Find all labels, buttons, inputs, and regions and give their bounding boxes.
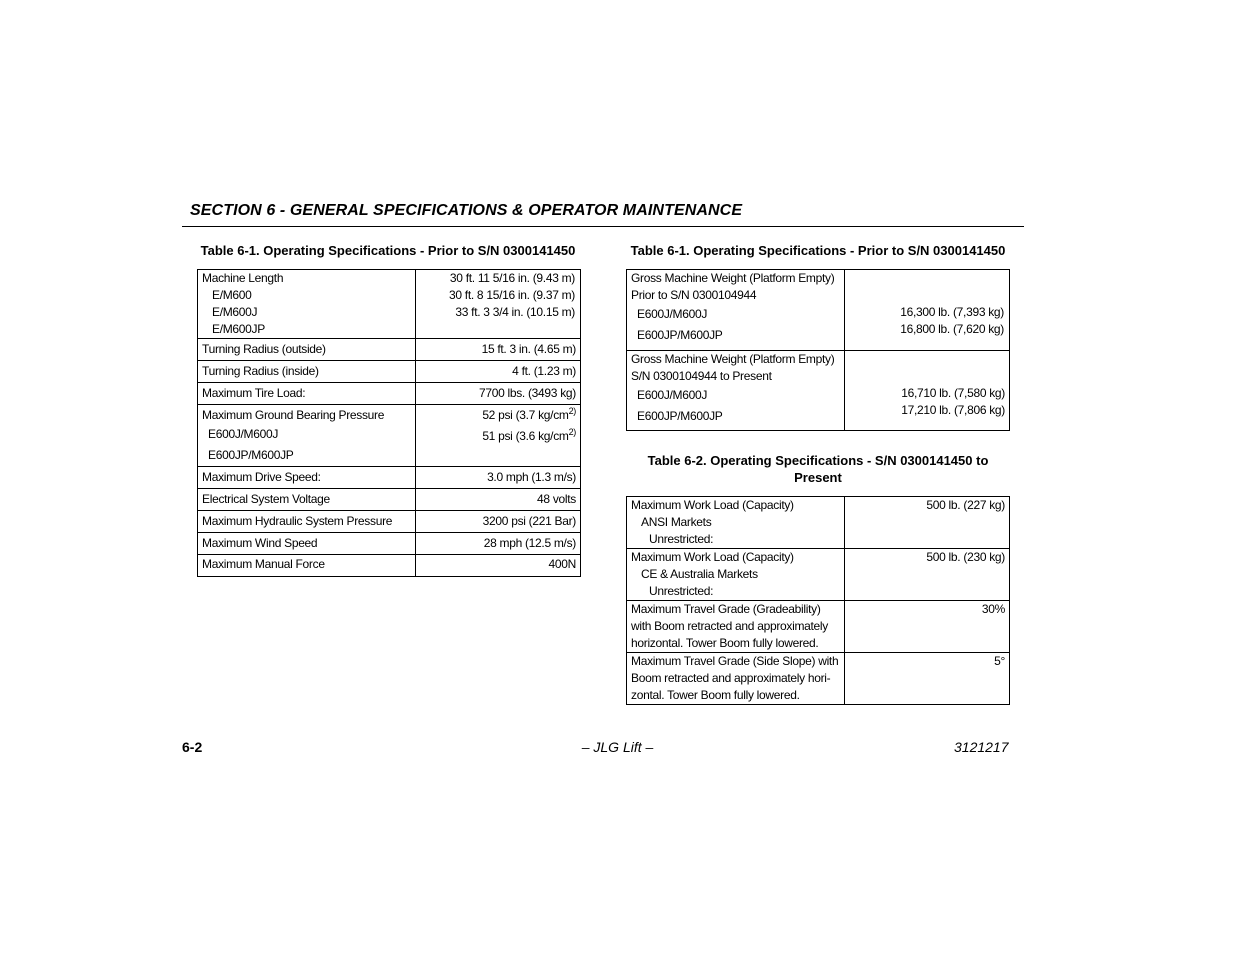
- spec-label: Gross Machine Weight (Platform Empty) Prior to S/N 0300104944 E600J/M600J E600JP/M600JP: [627, 270, 845, 351]
- table1-continued: [626, 269, 1010, 431]
- page-number: 6-2: [182, 739, 203, 755]
- table-row: [627, 653, 1010, 705]
- spec-value: 7700 lbs. (3493 kg): [415, 383, 581, 405]
- table2-caption: Table 6-2. Operating Specifications - S/N 0300141450 to Present: [647, 453, 989, 485]
- table-row: [627, 497, 1010, 549]
- spec-value: 28 mph (12.5 m/s): [415, 533, 581, 555]
- spec-value: 48 volts: [415, 489, 581, 511]
- spec-label: Gross Machine Weight (Platform Empty) S/N 0300104944 to Present E600J/M600J E600JP/M600JP: [627, 351, 845, 431]
- footer-brand: – JLG Lift –: [581, 739, 654, 755]
- table-row: [627, 351, 1010, 431]
- table-row: [198, 555, 581, 577]
- table-row: [198, 511, 581, 533]
- spec-value: 5°: [844, 653, 1010, 705]
- spec-label: Turning Radius (outside): [198, 339, 416, 361]
- spec-label: Maximum Tire Load:: [198, 383, 416, 405]
- table-row: [198, 467, 581, 489]
- spec-label: Maximum Travel Grade (Gradeability) with Boom retracted and approximately horizontal. Tower Boom fully lowered.: [627, 601, 845, 653]
- spec-value: 500 lb. (227 kg): [844, 497, 1010, 549]
- spec-label: Maximum Manual Force: [198, 555, 416, 577]
- spec-value: 52 psi (3.7 $kg/cm^{2)}$ 51 psi (3.6 $kg/cm^{2)}$: [415, 405, 581, 467]
- spec-label: Maximum Travel Grade (Side Slope) with Boom retracted and approximately hori- zontal. Tower Boom fully lowered.: [627, 653, 845, 705]
- spec-value: 400N: [415, 555, 581, 577]
- table-row: [198, 533, 581, 555]
- spec-value: 3.0 mph (1.3 m/s): [415, 467, 581, 489]
- spec-label: Turning Radius (inside): [198, 361, 416, 383]
- spec-label: Maximum Work Load (Capacity) ANSI Markets Unrestricted:: [627, 497, 845, 549]
- table-row: [198, 383, 581, 405]
- table2: [626, 496, 1010, 705]
- table1-continued-caption: Table 6-1. Operating Specifications - Prior to S/N 0300141450: [630, 243, 1006, 258]
- spec-label: Machine Length E/M600 E/M600J E/M600JP: [198, 270, 416, 339]
- table-row: [627, 549, 1010, 601]
- spec-value: 4 ft. (1.23 m): [415, 361, 581, 383]
- spec-value: 30%: [844, 601, 1010, 653]
- spec-label: Maximum Ground Bearing Pressure E600J/M600J E600JP/M600JP: [198, 405, 416, 467]
- table-row: [627, 270, 1010, 351]
- spec-value: 16,710 lb. (7,580 kg) 17,210 lb. (7,806 kg): [844, 351, 1010, 431]
- spec-label: Maximum Work Load (Capacity) CE & Australia Markets Unrestricted:: [627, 549, 845, 601]
- header-rule: [182, 226, 1024, 227]
- spec-label: Electrical System Voltage: [198, 489, 416, 511]
- table-row: [198, 489, 581, 511]
- spec-value: 15 ft. 3 in. (4.65 m): [415, 339, 581, 361]
- spec-label: Maximum Hydraulic System Pressure: [198, 511, 416, 533]
- table-row: [198, 405, 581, 467]
- table1: [197, 269, 581, 577]
- spec-label: Maximum Wind Speed: [198, 533, 416, 555]
- table1-caption: Table 6-1. Operating Specifications - Prior to S/N 0300141450: [200, 243, 576, 258]
- section-title: SECTION 6 - GENERAL SPECIFICATIONS & OPERATOR MAINTENANCE: [190, 202, 743, 219]
- table-row: [198, 339, 581, 361]
- spec-value: 16,300 lb. (7,393 kg) 16,800 lb. (7,620 kg): [844, 270, 1010, 351]
- spec-value: 30 ft. 11 5/16 in. (9.43 m) 30 ft. 8 15/16 in. (9.37 m) 33 ft. 3 3/4 in. (10.15 m): [415, 270, 581, 339]
- spec-value: 3200 psi (221 Bar): [415, 511, 581, 533]
- spec-value: 500 lb. (230 kg): [844, 549, 1010, 601]
- spec-label: Maximum Drive Speed:: [198, 467, 416, 489]
- document-number: 3121217: [954, 739, 1009, 755]
- table-row: [198, 361, 581, 383]
- table-row: [198, 270, 581, 339]
- table-row: [627, 601, 1010, 653]
